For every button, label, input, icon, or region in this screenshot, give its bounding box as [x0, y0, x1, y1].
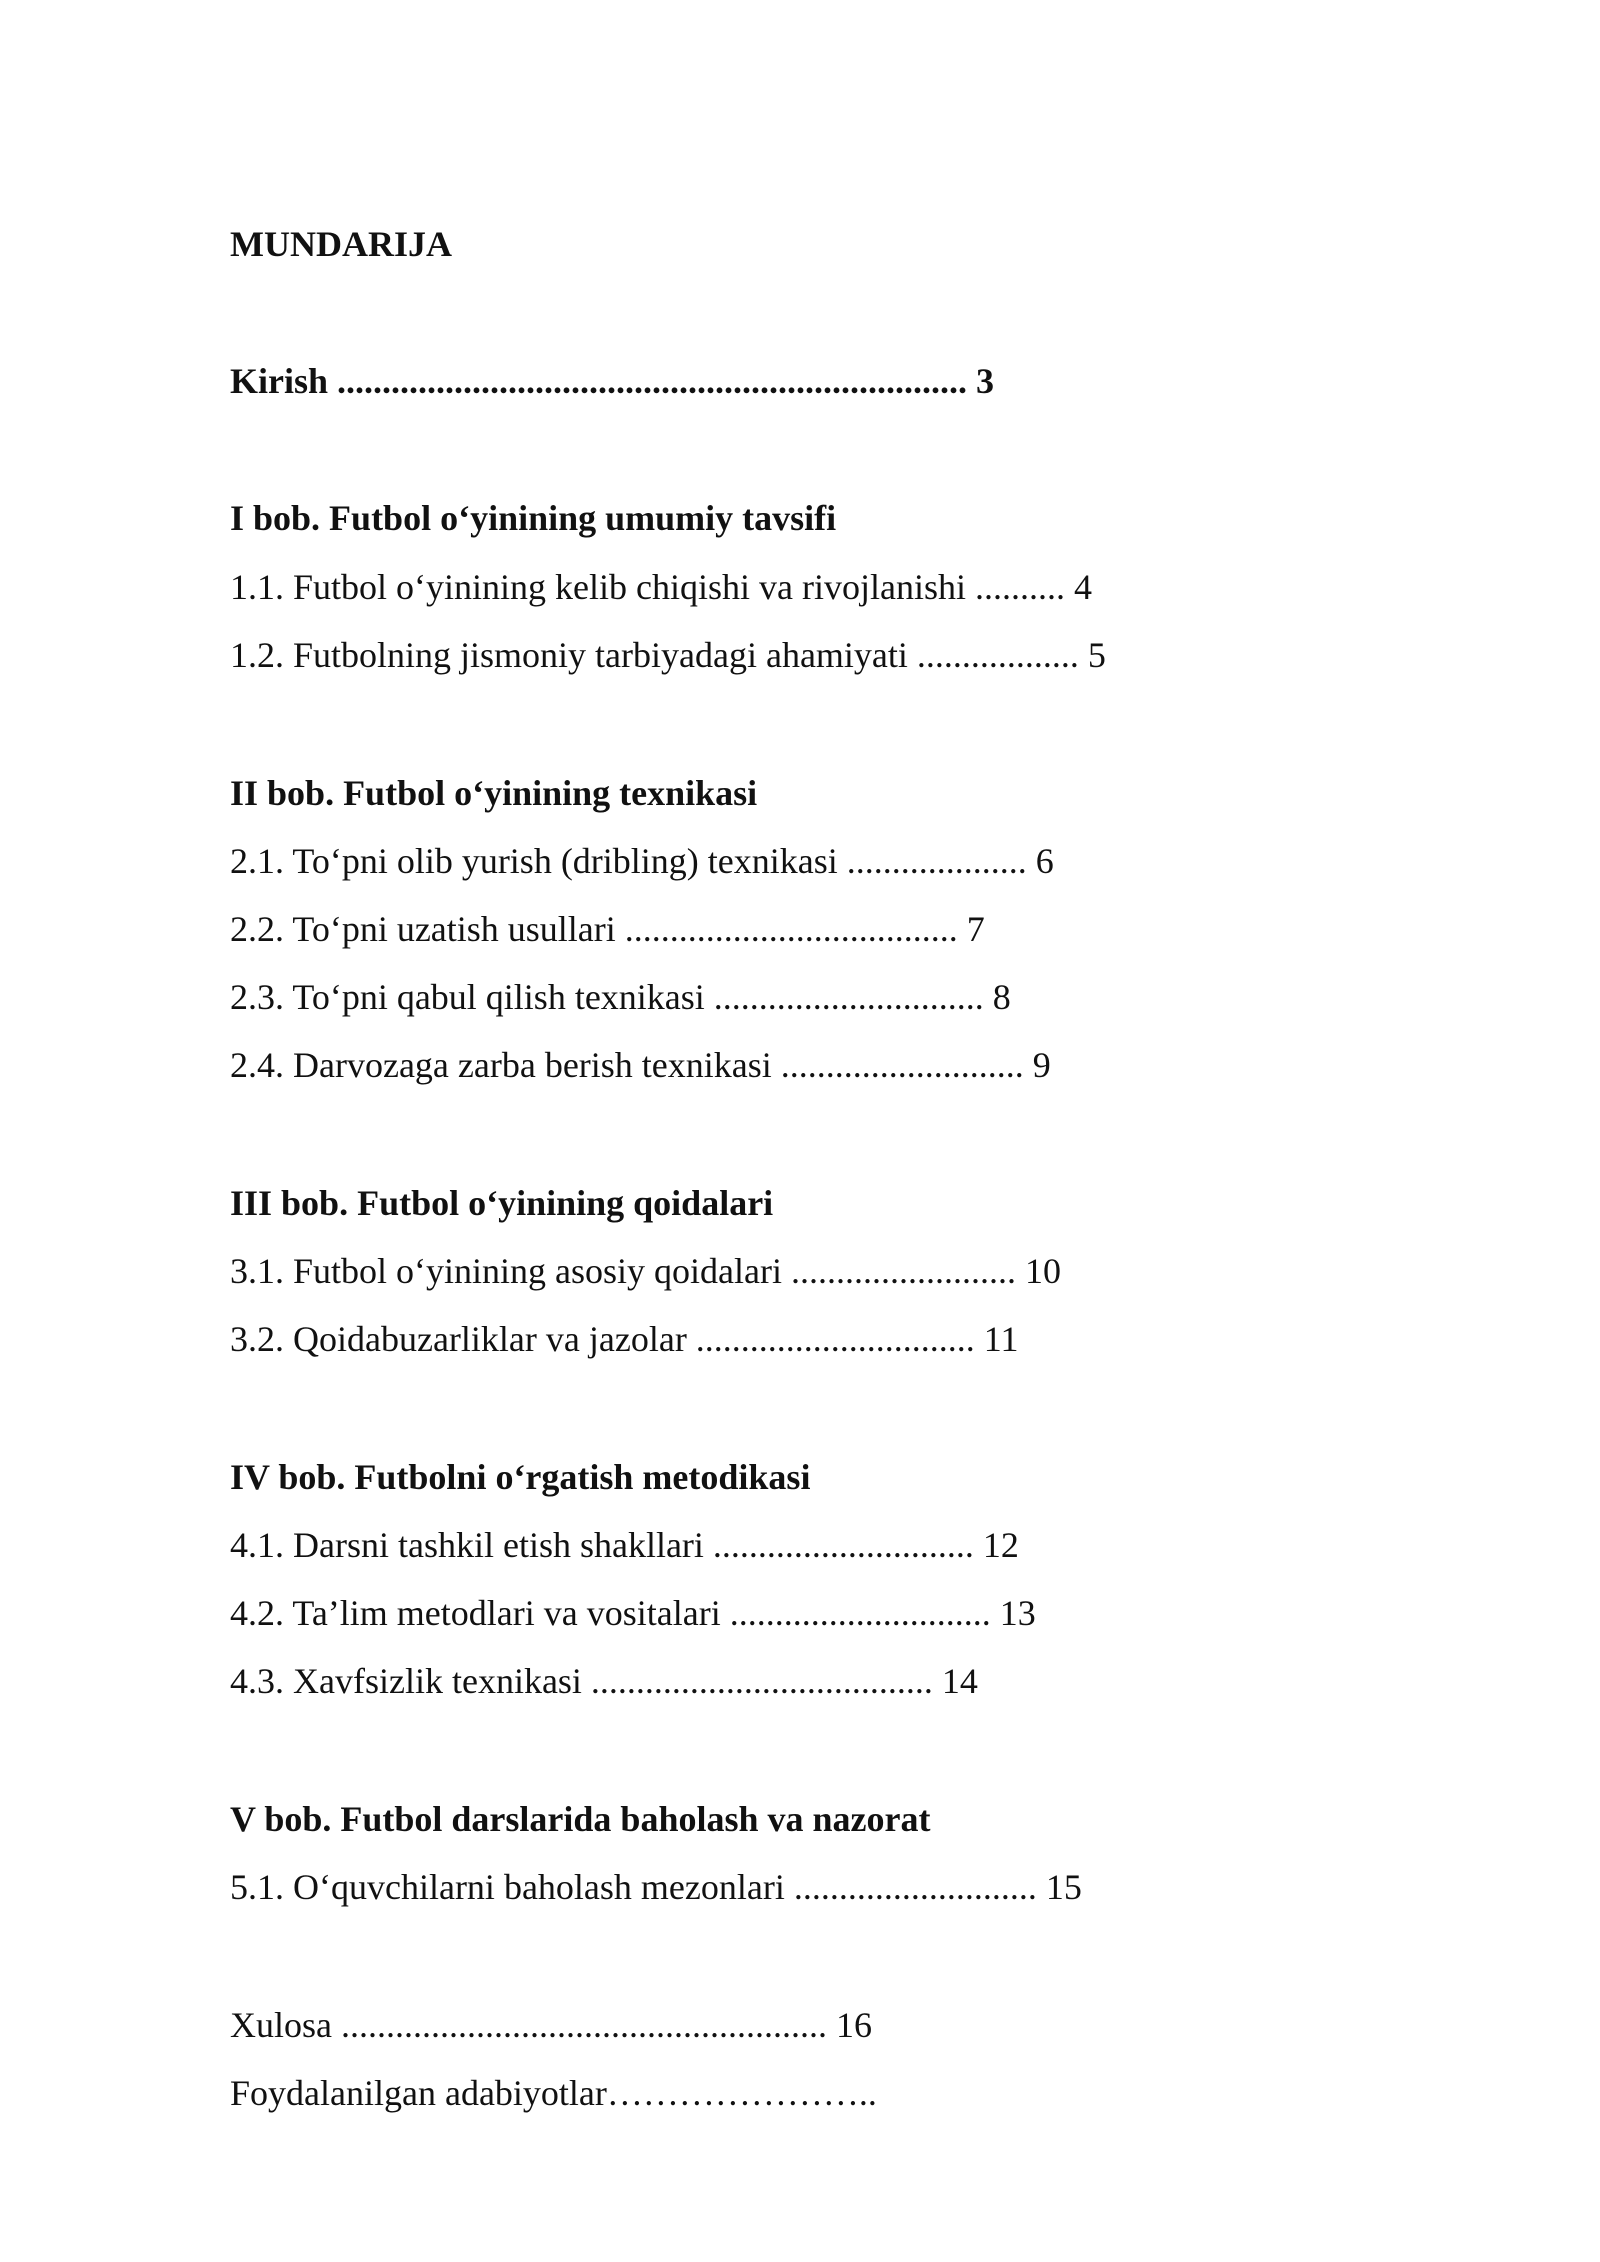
toc-item-2-3: 2.3. To‘pni qabul qilish texnikasi .............................. 8 — [230, 977, 1011, 1017]
toc-item-2-4: 2.4. Darvozaga zarba berish texnikasi ........................... 9 — [230, 1045, 1051, 1085]
chapter-heading-2: II bob. Futbol o‘yinining texnikasi — [230, 773, 758, 813]
toc-item-1-1: 1.1. Futbol o‘yinining kelib chiqishi va rivojlanishi .......... 4 — [230, 567, 1092, 607]
toc-references: Foydalanilgan adabiyotlar………………….. — [230, 2073, 877, 2113]
toc-item-4-2: 4.2. Ta’lim metodlari va vositalari ............................. 13 — [230, 1593, 1036, 1633]
chapter-heading-1: I bob. Futbol o‘yinining umumiy tavsifi — [230, 498, 837, 538]
toc-item-3-2: 3.2. Qoidabuzarliklar va jazolar ............................... 11 — [230, 1319, 1019, 1359]
toc-item-4-3: 4.3. Xavfsizlik texnikasi ...................................... 14 — [230, 1661, 978, 1701]
chapter-heading-5: V bob. Futbol darslarida baholash va nazorat — [230, 1799, 931, 1839]
toc-conclusion: Xulosa ...................................................... 16 — [230, 2005, 872, 2045]
toc-item-4-1: 4.1. Darsni tashkil etish shakllari ............................. 12 — [230, 1525, 1019, 1565]
page-title: MUNDARIJA — [230, 224, 452, 264]
toc-item-3-1: 3.1. Futbol o‘yinining asosiy qoidalari ......................... 10 — [230, 1251, 1061, 1291]
toc-item-2-1: 2.1. To‘pni olib yurish (dribling) texnikasi .................... 6 — [230, 841, 1054, 881]
toc-item-1-2: 1.2. Futbolning jismoniy tarbiyadagi ahamiyati .................. 5 — [230, 635, 1106, 675]
toc-item-2-2: 2.2. To‘pni uzatish usullari ..................................... 7 — [230, 909, 985, 949]
toc-intro: Kirish ...................................................................... 3 — [230, 361, 995, 401]
chapter-heading-4: IV bob. Futbolni o‘rgatish metodikasi — [230, 1457, 811, 1497]
chapter-heading-3: III bob. Futbol o‘yinining qoidalari — [230, 1183, 774, 1223]
toc-item-5-1: 5.1. O‘quvchilarni baholash mezonlari ........................... 15 — [230, 1867, 1082, 1907]
